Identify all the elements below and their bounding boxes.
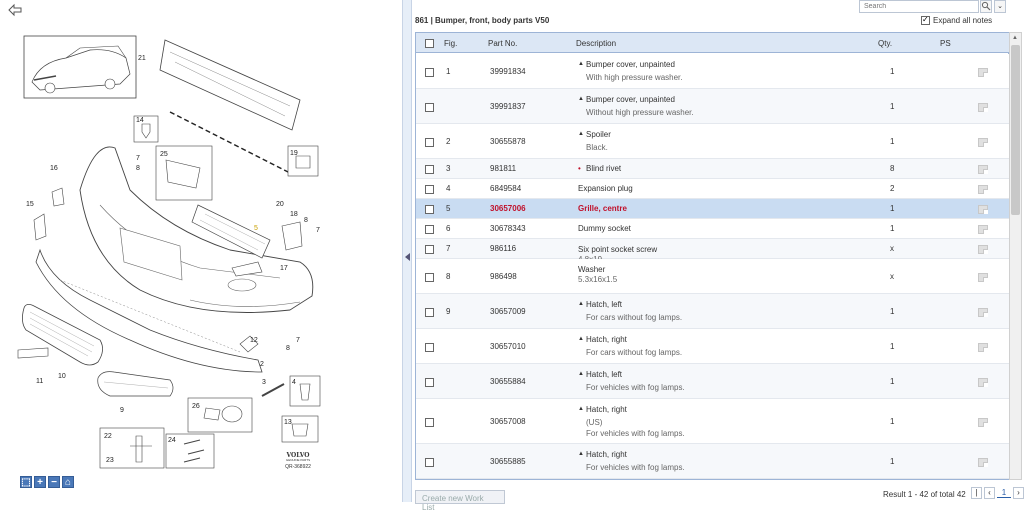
note-icon[interactable] xyxy=(978,165,988,174)
home-icon[interactable]: ⌂ xyxy=(62,476,74,488)
fig-number: 9 xyxy=(446,307,451,316)
expand-marker-icon[interactable]: ▲ xyxy=(578,451,584,457)
quantity: 8 xyxy=(890,164,895,173)
description: Spoiler xyxy=(586,130,611,139)
quantity: 2 xyxy=(890,184,895,193)
part-number: 6849584 xyxy=(490,184,522,193)
part-number: 39991834 xyxy=(490,67,526,76)
row-checkbox[interactable] xyxy=(425,378,434,387)
callout-4[interactable]: 4 xyxy=(292,379,296,386)
callout-18[interactable]: 18 xyxy=(290,211,298,218)
expand-notes-toggle[interactable] xyxy=(921,16,992,25)
parts-table xyxy=(415,32,1009,480)
expand-marker-icon[interactable]: ▲ xyxy=(578,406,584,412)
search-icon[interactable] xyxy=(980,0,992,13)
zoom-in-icon[interactable]: + xyxy=(34,476,46,488)
fig-number: 2 xyxy=(446,137,451,146)
description: Hatch, right xyxy=(586,405,627,414)
fig-number: 1 xyxy=(446,67,451,76)
description: Washer xyxy=(578,265,606,274)
expand-marker-icon[interactable]: ▲ xyxy=(578,96,584,102)
part-11-bracket[interactable] xyxy=(18,348,48,358)
select-all-checkbox[interactable] xyxy=(425,39,434,48)
callout-8[interactable]: 8 xyxy=(136,165,140,172)
next-page-button[interactable]: › xyxy=(1013,487,1024,499)
table-row[interactable] xyxy=(416,294,1010,329)
select-icon[interactable]: ⬚ xyxy=(21,477,31,488)
description: Grille, centre xyxy=(578,204,627,213)
description: Hatch, left xyxy=(586,300,623,309)
callout-7c[interactable]: 7 xyxy=(296,337,300,344)
note-icon[interactable] xyxy=(978,138,988,147)
table-row[interactable] xyxy=(416,444,1010,479)
col-description[interactable]: Description xyxy=(576,39,617,48)
description-note: For vehicles with fog lamps. xyxy=(586,429,685,438)
table-row[interactable] xyxy=(416,399,1010,444)
scroll-up-icon[interactable]: ▲ xyxy=(1012,35,1018,41)
part-15-bracket[interactable] xyxy=(34,214,46,240)
quantity: 1 xyxy=(890,342,895,351)
part-number: 30657006 xyxy=(490,204,526,213)
expand-marker-icon[interactable]: • xyxy=(578,164,581,173)
callout-8b[interactable]: 8 xyxy=(304,217,308,224)
collapse-arrow-icon[interactable] xyxy=(405,253,410,261)
note-icon[interactable] xyxy=(978,205,988,214)
note-icon[interactable] xyxy=(978,68,988,77)
description-note: For cars without fog lamps. xyxy=(586,348,683,357)
description: Blind rivet xyxy=(586,164,622,173)
row-checkbox[interactable] xyxy=(425,68,434,77)
part-number: 30657010 xyxy=(490,342,526,351)
table-row[interactable] xyxy=(416,219,1010,239)
callout-19[interactable]: 19 xyxy=(290,150,298,157)
callout-24[interactable]: 24 xyxy=(168,437,176,444)
row-checkbox[interactable] xyxy=(425,308,434,317)
zoom-out-icon[interactable]: − xyxy=(48,476,60,488)
description: Hatch, left xyxy=(586,370,623,379)
fig-number: 4 xyxy=(446,184,451,193)
pagination xyxy=(971,487,1024,499)
table-header xyxy=(416,33,1010,53)
result-count: Result 1 - 42 of total 42 xyxy=(883,490,966,499)
quantity: 1 xyxy=(890,417,895,426)
row-checkbox[interactable] xyxy=(425,245,434,254)
description: Hatch, right xyxy=(586,450,627,459)
description-note: For cars without fog lamps. xyxy=(586,313,683,322)
quantity: 1 xyxy=(890,457,895,466)
car-thumbnail xyxy=(24,36,136,98)
row-checkbox[interactable] xyxy=(425,225,434,234)
callout-9[interactable]: 9 xyxy=(120,407,124,414)
table-row[interactable] xyxy=(416,159,1010,179)
description: Expansion plug xyxy=(578,184,633,193)
callout-15[interactable]: 15 xyxy=(26,201,34,208)
callout-10[interactable]: 10 xyxy=(58,373,66,380)
part-21-absorber[interactable] xyxy=(160,40,300,130)
parts-diagram-pane xyxy=(0,0,402,502)
description-note: (US) xyxy=(586,418,603,427)
description: Bumper cover, unpainted xyxy=(586,60,675,69)
prev-page-button[interactable]: ‹ xyxy=(984,487,995,499)
col-part-no[interactable]: Part No. xyxy=(488,39,518,48)
row-checkbox[interactable] xyxy=(425,273,434,282)
part-16-clip[interactable] xyxy=(52,188,64,206)
description-note: With high pressure washer. xyxy=(586,73,683,82)
description: Hatch, right xyxy=(586,335,627,344)
callout-13[interactable]: 13 xyxy=(284,419,292,426)
quantity: 1 xyxy=(890,137,895,146)
callout-8c[interactable]: 8 xyxy=(286,345,290,352)
part-number: 30657009 xyxy=(490,307,526,316)
part-number: 981811 xyxy=(490,164,517,173)
row-checkbox[interactable] xyxy=(425,343,434,352)
quantity: x xyxy=(890,244,894,253)
callout-14[interactable]: 14 xyxy=(136,117,144,124)
callout-11[interactable]: 11 xyxy=(36,378,44,385)
fig-number: 6 xyxy=(446,224,451,233)
callout-20[interactable]: 20 xyxy=(276,201,284,208)
expand-notes-checkbox[interactable] xyxy=(921,16,930,25)
exploded-parts-diagram[interactable] xyxy=(0,0,402,502)
part-number: 30655885 xyxy=(490,457,526,466)
note-icon[interactable] xyxy=(978,185,988,194)
row-checkbox[interactable] xyxy=(425,165,434,174)
callout-21[interactable]: 21 xyxy=(138,55,146,62)
part-9-hatch[interactable] xyxy=(98,372,173,396)
quantity: 1 xyxy=(890,377,895,386)
callout-3[interactable]: 3 xyxy=(262,379,266,386)
callout-16[interactable]: 16 xyxy=(50,165,58,172)
callout-2[interactable]: 2 xyxy=(260,361,264,368)
quantity: 1 xyxy=(890,307,895,316)
chevron-down-icon[interactable]: ⌄ xyxy=(994,0,1006,13)
expand-marker-icon[interactable]: ▲ xyxy=(578,336,584,342)
description-note: Without high pressure washer. xyxy=(586,108,694,117)
table-row[interactable] xyxy=(416,199,1010,219)
row-checkbox[interactable] xyxy=(425,458,434,467)
description-note: Black. xyxy=(586,143,608,152)
callout-5[interactable]: 5 xyxy=(254,225,258,232)
current-page[interactable]: 1 xyxy=(997,488,1011,498)
quantity: 1 xyxy=(890,224,895,233)
table-row[interactable] xyxy=(416,179,1010,199)
description-note: For vehicles with fog lamps. xyxy=(586,463,685,472)
table-row[interactable] xyxy=(416,89,1010,124)
part-number: 986498 xyxy=(490,272,517,281)
table-row[interactable] xyxy=(416,124,1010,159)
expand-notes-label: Expand all notes xyxy=(933,16,993,25)
page-title: 861 | Bumper, front, body parts V50 xyxy=(415,16,550,25)
part-number: 30655878 xyxy=(490,137,526,146)
table-row[interactable] xyxy=(416,239,1010,259)
first-page-button[interactable]: | xyxy=(971,487,982,499)
note-icon[interactable] xyxy=(978,378,988,387)
create-work-list-button[interactable]: Create new Work List xyxy=(415,490,505,504)
part-number: 986116 xyxy=(490,244,517,253)
note-icon[interactable] xyxy=(978,308,988,317)
scroll-thumb[interactable] xyxy=(1011,45,1020,215)
part-number: 30655884 xyxy=(490,377,526,386)
part-number: 30657008 xyxy=(490,417,526,426)
table-row[interactable] xyxy=(416,54,1010,89)
col-fig[interactable]: Fig. xyxy=(444,39,458,48)
callout-7[interactable]: 7 xyxy=(136,155,140,162)
callout-25[interactable]: 25 xyxy=(160,151,168,158)
fig-number: 7 xyxy=(446,244,451,253)
part-20-bracket[interactable] xyxy=(282,222,302,250)
note-icon[interactable] xyxy=(978,103,988,112)
note-icon[interactable] xyxy=(978,418,988,427)
callout-22[interactable]: 22 xyxy=(104,433,112,440)
note-icon[interactable] xyxy=(978,273,988,282)
part-number: 39991837 xyxy=(490,102,526,111)
zoom-controls xyxy=(20,476,74,488)
expand-marker-icon[interactable]: ▲ xyxy=(578,301,584,307)
note-icon[interactable] xyxy=(978,343,988,352)
expand-marker-icon[interactable]: ▲ xyxy=(578,131,584,137)
search-input[interactable] xyxy=(859,0,979,13)
expand-marker-icon[interactable]: ▲ xyxy=(578,371,584,377)
pane-splitter[interactable] xyxy=(402,0,412,502)
description: Six point socket screw xyxy=(578,245,658,254)
fig-number: 5 xyxy=(446,204,451,213)
row-checkbox[interactable] xyxy=(425,103,434,112)
quantity: 1 xyxy=(890,102,895,111)
table-row[interactable] xyxy=(416,329,1010,364)
note-icon[interactable] xyxy=(978,225,988,234)
quantity: x xyxy=(890,272,894,281)
callout-23[interactable]: 23 xyxy=(106,457,114,464)
fig-number: 3 xyxy=(446,164,451,173)
col-qty[interactable]: Qty. xyxy=(878,39,893,48)
row-checkbox[interactable] xyxy=(425,205,434,214)
quantity: 1 xyxy=(890,204,895,213)
callout-12[interactable]: 12 xyxy=(250,337,258,344)
note-icon[interactable] xyxy=(978,245,988,254)
description-dimension: 5.3x16x1.5 xyxy=(578,275,618,284)
description: Bumper cover, unpainted xyxy=(586,95,675,104)
row-checkbox[interactable] xyxy=(425,138,434,147)
brand-subtitle: GENUINE PARTS xyxy=(285,458,311,462)
row-checkbox[interactable] xyxy=(425,185,434,194)
table-row[interactable] xyxy=(416,259,1010,294)
expand-marker-icon[interactable]: ▲ xyxy=(578,61,584,67)
callout-26[interactable]: 26 xyxy=(192,403,200,410)
row-checkbox[interactable] xyxy=(425,418,434,427)
table-row[interactable] xyxy=(416,364,1010,399)
callout-7b[interactable]: 7 xyxy=(316,227,320,234)
parts-list-pane xyxy=(413,0,1024,512)
col-ps[interactable]: PS xyxy=(940,39,951,48)
description-note: For vehicles with fog lamps. xyxy=(586,383,685,392)
table-scrollbar[interactable] xyxy=(1009,32,1022,480)
brand-logo: VOLVO xyxy=(286,452,310,459)
note-icon[interactable] xyxy=(978,458,988,467)
diagram-reference: QR-368922 xyxy=(285,464,311,470)
callout-17[interactable]: 17 xyxy=(280,265,288,272)
fig-number: 8 xyxy=(446,272,451,281)
quantity: 1 xyxy=(890,67,895,76)
part-number: 30678343 xyxy=(490,224,526,233)
description: Dummy socket xyxy=(578,224,631,233)
